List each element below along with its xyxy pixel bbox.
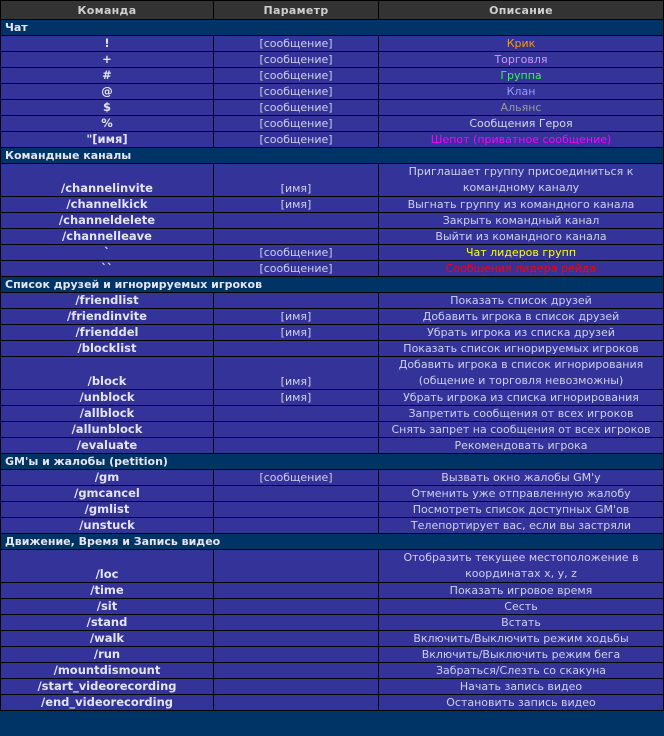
description-cell: Приглашает группу присоединиться к командному каналу xyxy=(379,164,664,197)
command-cell: /gmcancel xyxy=(1,486,214,502)
parameter-cell: [сообщение] xyxy=(214,52,379,68)
table-row xyxy=(1,213,664,229)
description-cell: Шепот (приватное сообщение) xyxy=(379,132,664,148)
table-row xyxy=(1,470,664,486)
command-cell: /friendlist xyxy=(1,293,214,309)
parameter-cell xyxy=(214,599,379,615)
command-cell: /channeldelete xyxy=(1,213,214,229)
description-cell: Клан xyxy=(379,84,664,100)
command-cell: /friendinvite xyxy=(1,309,214,325)
header-command: Команда xyxy=(1,1,214,20)
description-cell: Остановить запись видео xyxy=(379,695,664,711)
table-row xyxy=(1,422,664,438)
parameter-cell xyxy=(214,615,379,631)
parameter-cell xyxy=(214,518,379,534)
command-cell: /allblock xyxy=(1,406,214,422)
parameter-cell xyxy=(214,695,379,711)
description-cell: Встать xyxy=(379,615,664,631)
section-header-row xyxy=(1,534,664,550)
table-row xyxy=(1,583,664,599)
description-cell: Отобразить текущее местоположение в координатах x, y, z xyxy=(379,550,664,583)
description-cell: Посмотреть список доступных GM'ов xyxy=(379,502,664,518)
command-cell: % xyxy=(1,116,214,132)
description-cell: Включить/Выключить режим бега xyxy=(379,647,664,663)
description-cell: Крик xyxy=(379,36,664,52)
description-cell: Убрать игрока из списка друзей xyxy=(379,325,664,341)
description-cell: Добавить игрока в список друзей xyxy=(379,309,664,325)
command-cell: /unblock xyxy=(1,390,214,406)
parameter-cell xyxy=(214,422,379,438)
table-row xyxy=(1,100,664,116)
table-row xyxy=(1,695,664,711)
table-row xyxy=(1,164,664,197)
table-row xyxy=(1,599,664,615)
table-row xyxy=(1,132,664,148)
parameter-cell xyxy=(214,679,379,695)
table-row xyxy=(1,663,664,679)
section-header-row xyxy=(1,454,664,470)
command-cell: ! xyxy=(1,36,214,52)
command-cell: /frienddel xyxy=(1,325,214,341)
table-row xyxy=(1,36,664,52)
command-cell: @ xyxy=(1,84,214,100)
command-cell: $ xyxy=(1,100,214,116)
parameter-cell xyxy=(214,502,379,518)
section-title: GM'ы и жалобы (petition) xyxy=(1,454,664,470)
command-cell: /end_videorecording xyxy=(1,695,214,711)
parameter-cell xyxy=(214,663,379,679)
description-cell: Телепортирует вас, если вы застряли xyxy=(379,518,664,534)
description-cell: Сесть xyxy=(379,599,664,615)
command-cell: /blocklist xyxy=(1,341,214,357)
table-row xyxy=(1,357,664,390)
table-row xyxy=(1,68,664,84)
section-header-row xyxy=(1,148,664,164)
command-cell: /unstuck xyxy=(1,518,214,534)
command-cell: "[имя] xyxy=(1,132,214,148)
parameter-cell xyxy=(214,293,379,309)
description-cell: Показать список игнорируемых игроков xyxy=(379,341,664,357)
description-cell: Альянс xyxy=(379,100,664,116)
table-header-row xyxy=(1,1,664,20)
command-cell: /time xyxy=(1,583,214,599)
parameter-cell xyxy=(214,486,379,502)
parameter-cell xyxy=(214,229,379,245)
parameter-cell: [сообщение] xyxy=(214,84,379,100)
command-cell: /stand xyxy=(1,615,214,631)
command-cell: # xyxy=(1,68,214,84)
table-row xyxy=(1,647,664,663)
table-row xyxy=(1,293,664,309)
section-title: Список друзей и игнорируемых игроков xyxy=(1,277,664,293)
parameter-cell: [сообщение] xyxy=(214,132,379,148)
parameter-cell: [имя] xyxy=(214,357,379,390)
description-cell: Начать запись видео xyxy=(379,679,664,695)
command-cell: /run xyxy=(1,647,214,663)
description-cell: Показать список друзей xyxy=(379,293,664,309)
table-row xyxy=(1,679,664,695)
command-cell: + xyxy=(1,52,214,68)
table-row xyxy=(1,406,664,422)
command-cell: /loc xyxy=(1,550,214,583)
table-row xyxy=(1,518,664,534)
table-row xyxy=(1,116,664,132)
command-cell: /sit xyxy=(1,599,214,615)
table-row xyxy=(1,325,664,341)
parameter-cell: [сообщение] xyxy=(214,116,379,132)
description-cell: Сообщения Героя xyxy=(379,116,664,132)
command-cell: /start_videorecording xyxy=(1,679,214,695)
table-row xyxy=(1,341,664,357)
section-title: Командные каналы xyxy=(1,148,664,164)
parameter-cell xyxy=(214,213,379,229)
description-cell: Выгнать группу из командного канала xyxy=(379,197,664,213)
parameter-cell: [сообщение] xyxy=(214,470,379,486)
parameter-cell xyxy=(214,341,379,357)
command-cell: `` xyxy=(1,261,214,277)
table-row xyxy=(1,486,664,502)
description-cell: Показать игровое время xyxy=(379,583,664,599)
parameter-cell: [имя] xyxy=(214,197,379,213)
parameter-cell: [сообщение] xyxy=(214,100,379,116)
parameter-cell xyxy=(214,550,379,583)
command-cell: /channelkick xyxy=(1,197,214,213)
description-cell: Отменить уже отправленную жалобу xyxy=(379,486,664,502)
table-row xyxy=(1,309,664,325)
table-row xyxy=(1,631,664,647)
parameter-cell: [сообщение] xyxy=(214,245,379,261)
table-body xyxy=(1,20,664,711)
description-cell: Торговля xyxy=(379,52,664,68)
description-cell: Сообщения лидера рейда xyxy=(379,261,664,277)
table-row xyxy=(1,245,664,261)
description-cell: Добавить игрока в список игнорирования (общение и торговля невозможны) xyxy=(379,357,664,390)
description-cell: Выйти из командного канала xyxy=(379,229,664,245)
parameter-cell: [сообщение] xyxy=(214,36,379,52)
parameter-cell xyxy=(214,438,379,454)
header-parameter: Параметр xyxy=(214,1,379,20)
table-row xyxy=(1,438,664,454)
description-cell: Закрыть командный канал xyxy=(379,213,664,229)
parameter-cell: [имя] xyxy=(214,325,379,341)
parameter-cell xyxy=(214,583,379,599)
section-header-row xyxy=(1,20,664,36)
description-cell: Включить/Выключить режим ходьбы xyxy=(379,631,664,647)
header-description: Описание xyxy=(379,1,664,20)
section-title: Движение, Время и Запись видео xyxy=(1,534,664,550)
command-cell: /channelinvite xyxy=(1,164,214,197)
command-cell: /walk xyxy=(1,631,214,647)
parameter-cell: [имя] xyxy=(214,390,379,406)
table-row xyxy=(1,615,664,631)
parameter-cell xyxy=(214,647,379,663)
table-row xyxy=(1,84,664,100)
table-row xyxy=(1,52,664,68)
table-row xyxy=(1,261,664,277)
command-cell: /mountdismount xyxy=(1,663,214,679)
command-cell: /evaluate xyxy=(1,438,214,454)
command-cell: /allunblock xyxy=(1,422,214,438)
parameter-cell: [сообщение] xyxy=(214,68,379,84)
table-row xyxy=(1,502,664,518)
description-cell: Чат лидеров групп xyxy=(379,245,664,261)
table-row xyxy=(1,550,664,583)
description-cell: Снять запрет на сообщения от всех игроков xyxy=(379,422,664,438)
description-cell: Забраться/Слезть со скакуна xyxy=(379,663,664,679)
command-cell: /gm xyxy=(1,470,214,486)
description-cell: Убрать игрока из списка игнорирования xyxy=(379,390,664,406)
description-cell: Группа xyxy=(379,68,664,84)
section-header-row xyxy=(1,277,664,293)
command-cell: /block xyxy=(1,357,214,390)
table-row xyxy=(1,390,664,406)
parameter-cell xyxy=(214,406,379,422)
table-row xyxy=(1,229,664,245)
command-cell: /gmlist xyxy=(1,502,214,518)
table-row xyxy=(1,197,664,213)
section-title: Чат xyxy=(1,20,664,36)
parameter-cell xyxy=(214,631,379,647)
parameter-cell: [имя] xyxy=(214,164,379,197)
command-cell: ` xyxy=(1,245,214,261)
command-cell: /channelleave xyxy=(1,229,214,245)
parameter-cell: [имя] xyxy=(214,309,379,325)
description-cell: Рекомендовать игрока xyxy=(379,438,664,454)
parameter-cell: [сообщение] xyxy=(214,261,379,277)
description-cell: Запретить сообщения от всех игроков xyxy=(379,406,664,422)
description-cell: Вызвать окно жалобы GM'у xyxy=(379,470,664,486)
